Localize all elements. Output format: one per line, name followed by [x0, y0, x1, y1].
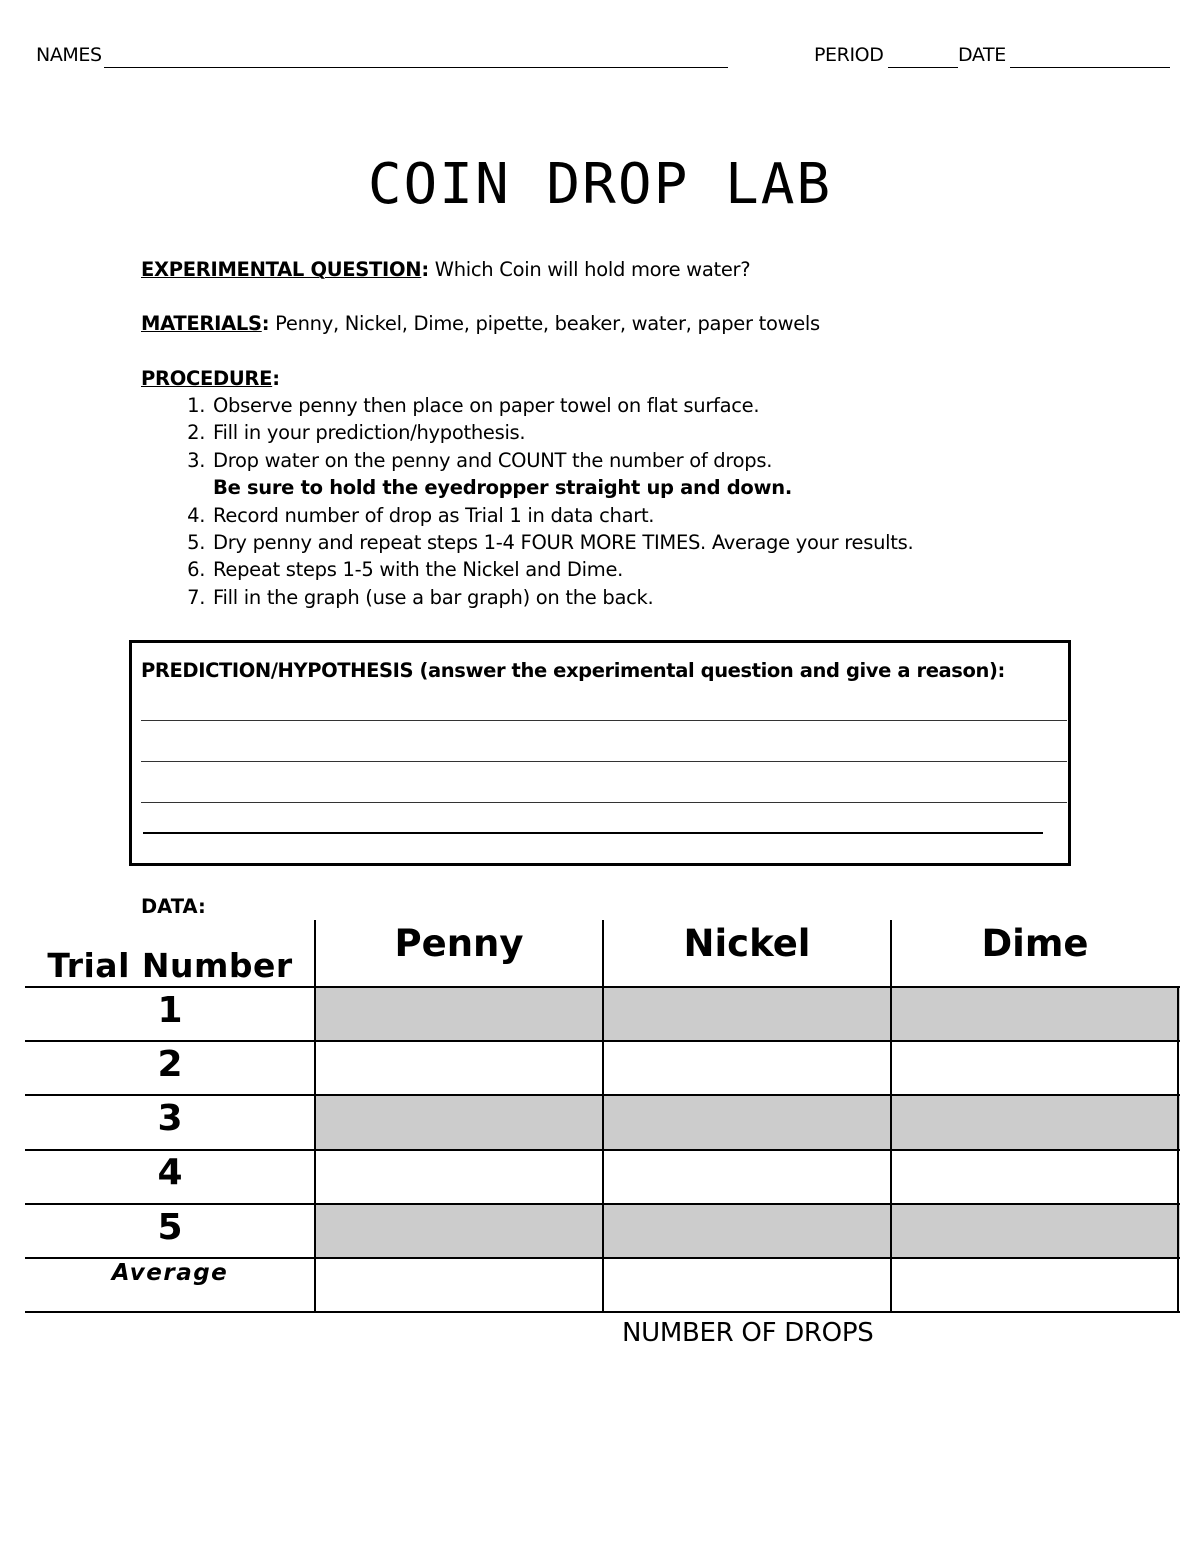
column-header-nickel: Nickel — [683, 922, 811, 965]
dime-trial-2-cell[interactable] — [893, 1042, 1179, 1094]
prediction-answer-line[interactable] — [141, 802, 1067, 803]
procedure-step: 4. Record number of drop as Trial 1 in data chart. — [211, 502, 1141, 529]
trial-number: 4 — [157, 1152, 183, 1193]
procedure-step-note: Be sure to hold the eyedropper straight up and down. — [213, 476, 792, 500]
penny-trial-2-cell[interactable] — [317, 1042, 603, 1094]
procedure-step: 5. Dry penny and repeat steps 1-4 FOUR MORE TIMES. Average your results. — [211, 529, 1141, 556]
data-label: DATA: — [141, 895, 206, 918]
procedure-label: PROCEDURE — [141, 367, 273, 390]
data-table — [25, 920, 1180, 1315]
procedure-step: 6. Repeat steps 1-5 with the Nickel and Dime. — [211, 556, 1141, 583]
nickel-average-cell[interactable] — [605, 1259, 891, 1312]
procedure-step: 7. Fill in the graph (use a bar graph) on the back. — [211, 584, 1141, 611]
prediction-box — [129, 640, 1071, 866]
row-divider — [25, 1311, 1180, 1313]
penny-average-cell[interactable] — [317, 1259, 603, 1312]
prediction-label: PREDICTION/HYPOTHESIS (answer the experimental question and give a reason): — [141, 659, 1005, 682]
student-info-header — [36, 44, 1170, 70]
column-header-penny: Penny — [394, 922, 524, 965]
row-divider — [25, 986, 1180, 988]
trial-number: 1 — [157, 990, 183, 1031]
dime-average-cell[interactable] — [893, 1259, 1179, 1312]
materials: MATERIALS: Penny, Nickel, Dime, pipette, beaker, water, paper towels — [141, 312, 820, 335]
period-label: PERIOD — [814, 44, 884, 66]
row-divider — [25, 1094, 1180, 1096]
nickel-trial-2-cell[interactable] — [605, 1042, 891, 1094]
column-divider — [890, 920, 892, 1313]
materials-label: MATERIALS — [141, 312, 262, 335]
procedure-step: 3. Drop water on the penny and COUNT the number of drops. Be sure to hold the eyedropper straight up and down. — [211, 447, 1141, 502]
dime-trial-5-cell[interactable] — [893, 1205, 1179, 1257]
penny-trial-4-cell[interactable] — [317, 1151, 603, 1203]
procedure-step: 2. Fill in your prediction/hypothesis. — [211, 419, 1141, 446]
nickel-trial-3-cell[interactable] — [605, 1096, 891, 1148]
nickel-trial-4-cell[interactable] — [605, 1151, 891, 1203]
procedure: PROCEDURE: 1. Observe penny then place on paper towel on flat surface. 2. Fill in your prediction/hypothesis. 3. Drop water on the penny and COUNT the number of drops. Be sure to hold the eyedropper straight up and down. 4. Record number of drop as Trial 1 in data chart. 5. Dry penny and repeat steps 1-4 FOUR MORE TIMES. Average your results. 6. Repeat steps 1-5 with the Nickel and Dime. 7. Fill in the graph (use a bar graph) on the back. — [141, 367, 1141, 611]
row-divider — [25, 1040, 1180, 1042]
page-title: COIN DROP LAB — [367, 152, 833, 217]
nickel-trial-5-cell[interactable] — [605, 1205, 891, 1257]
row-divider — [25, 1203, 1180, 1205]
date-label: DATE — [958, 44, 1006, 66]
dime-trial-3-cell[interactable] — [893, 1096, 1179, 1148]
column-header-dime: Dime — [981, 922, 1089, 965]
dime-trial-1-cell[interactable] — [893, 988, 1179, 1040]
average-label: Average — [111, 1260, 229, 1286]
prediction-answer-line[interactable] — [141, 720, 1067, 721]
column-divider — [314, 920, 316, 1313]
period-field[interactable] — [888, 67, 958, 68]
penny-trial-3-cell[interactable] — [317, 1096, 603, 1148]
row-divider — [25, 1257, 1180, 1259]
experimental-question: EXPERIMENTAL QUESTION: Which Coin will hold more water? — [141, 258, 751, 281]
nickel-trial-1-cell[interactable] — [605, 988, 891, 1040]
number-of-drops-label: NUMBER OF DROPS — [622, 1318, 874, 1348]
question-label: EXPERIMENTAL QUESTION — [141, 258, 422, 281]
prediction-answer-line[interactable] — [141, 761, 1067, 762]
trial-number: 5 — [157, 1207, 183, 1248]
question-text: Which Coin will hold more water? — [434, 258, 751, 281]
names-label: NAMES — [36, 44, 102, 66]
penny-trial-1-cell[interactable] — [317, 988, 603, 1040]
trial-number-header: Trial Number — [47, 946, 293, 985]
column-divider — [602, 920, 604, 1313]
prediction-answer-line[interactable] — [143, 832, 1043, 834]
row-divider — [25, 1149, 1180, 1151]
penny-trial-5-cell[interactable] — [317, 1205, 603, 1257]
date-field[interactable] — [1010, 67, 1170, 68]
materials-text: Penny, Nickel, Dime, pipette, beaker, water, paper towels — [275, 312, 820, 335]
dime-trial-4-cell[interactable] — [893, 1151, 1179, 1203]
procedure-steps — [141, 392, 1141, 611]
trial-number: 3 — [157, 1098, 183, 1139]
procedure-step: 1. Observe penny then place on paper towel on flat surface. — [211, 392, 1141, 419]
names-field[interactable] — [104, 67, 728, 68]
trial-number: 2 — [157, 1044, 183, 1085]
